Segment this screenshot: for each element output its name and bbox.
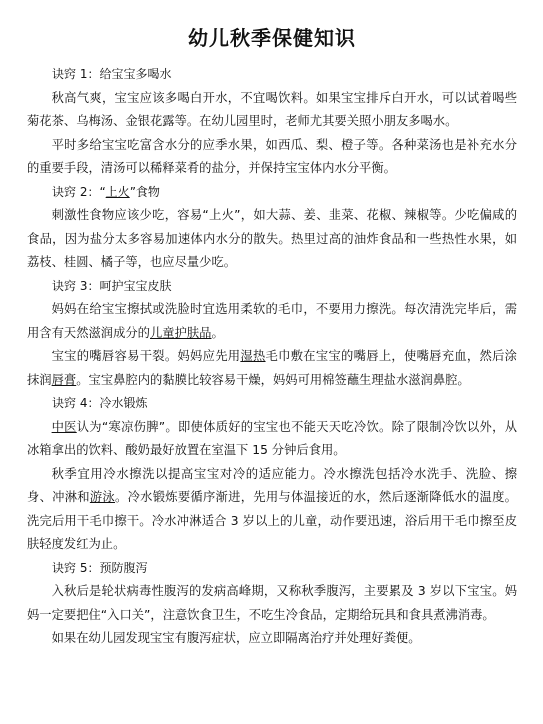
section-1-heading: 诀窍 1：给宝宝多喝水 [52,67,172,81]
section-3-paragraph-1 [27,298,517,345]
section-2-heading-suffix: ”食物 [129,184,160,199]
section-3-p2-text-c: 。宝宝鼻腔内的黏膜比较容易干燥，妈妈可用棉签蘸生理盐水滋润鼻腔。 [76,372,470,387]
section-4-p2-text-b: 。冷水锻炼要循序渐进，先用与体温接近的水，然后逐渐降低水的温度。洗完后用干毛巾擦干。冷水冲淋适合 3 岁以上的儿童，动作要迅速，浴后用干毛巾擦至皮肤轻度发红为止。 [27,490,517,551]
section-3-p2-text-a: 宝宝的嘴唇容易干裂。妈妈应先用 [51,349,241,363]
section-2-paragraph-1: 刺激性食物应该少吃，容易“上火”，如大蒜、姜、韭菜、花椒、辣椒等。少吃偏咸的食品，因为盐分太多容易加速体内水分的散失。热里过高的油炸食品和一些热性水果，如荔枝、桂圆、橘子等，也应尽量少吃。 [27,208,517,269]
section-3-p1-text: 妈妈在给宝宝擦拭或洗脸时宜选用柔软的毛巾，不要用力擦洗。每次清洗完毕后，需用含有天然滋润成分的 [27,302,517,340]
section-2-heading-prefix: 诀窍 2：“ [52,184,106,199]
section-3-paragraph-2 [27,345,517,392]
section-4-heading: 诀窍 4：冷水锻炼 [52,396,148,410]
section-5-heading: 诀窍 5：预防腹泻 [52,560,148,575]
shanghuo-link[interactable]: 上火 [105,184,130,199]
swimming-link[interactable]: 游泳 [89,490,115,504]
page-title: 幼儿秋季保健知识 [188,26,356,50]
section-4-p2-text-a: 秋季宜用冷水擦洗以提高宝宝对冷的适应能力。冷水擦洗包括冷水洗手、洗脸、擦身、冲淋和 [27,466,517,504]
section-1-paragraph-1: 秋高气爽，宝宝应该多喝白开水，不宜喝饮料。如果宝宝排斥白开水，可以试着喝些菊花茶、乌梅汤、金银花露等。在幼儿园里时，老师尤其要关照小朋友多喝水。 [27,90,517,128]
section-3-heading: 诀窍 3：呵护宝宝皮肤 [52,278,172,293]
section-5-paragraph-1: 入秋后是轮状病毒性腹泻的发病高峰期，又称秋季腹泻，主要累及 3 岁以下宝宝。妈妈一定要把住“入口关”，注意饮食卫生，不吃生冷食品，定期给玩具和食具煮沸消毒。 [27,584,517,622]
section-3-p1-end: 。 [211,325,224,340]
section-3-p2-text-b: 毛巾敷在宝宝的嘴唇上，使嘴唇充血，然后涂抹润 [27,349,517,387]
section-1-paragraph-2: 平时多给宝宝吃富含水分的应季水果，如西瓜、梨、橙子等。各种菜汤也是补充水分的重要手段，清汤可以稀释菜肴的盐分，并保持宝宝体内水分平衡。 [27,137,517,175]
section-4-paragraph-1 [27,416,517,463]
damp-heat-link[interactable]: 湿热 [240,349,266,363]
section-4-paragraph-2 [27,463,517,557]
children-skincare-link[interactable]: 儿童护肤品 [149,325,212,340]
section-5-paragraph-2: 如果在幼儿园发现宝宝有腹泻症状，应立即隔离治疗并处理好粪便。 [51,631,421,645]
lip-balm-link[interactable]: 唇膏 [51,372,77,387]
tcm-link[interactable]: 中医 [51,419,77,434]
section-4-p1-text: 认为“寒凉伤脾”。即使体质好的宝宝也不能天天吃冷饮。除了限制冷饮以外，从冰箱拿出的饮料、酸奶最好放置在室温下 15 分钟后食用。 [27,419,517,457]
section-2-heading [27,181,517,205]
